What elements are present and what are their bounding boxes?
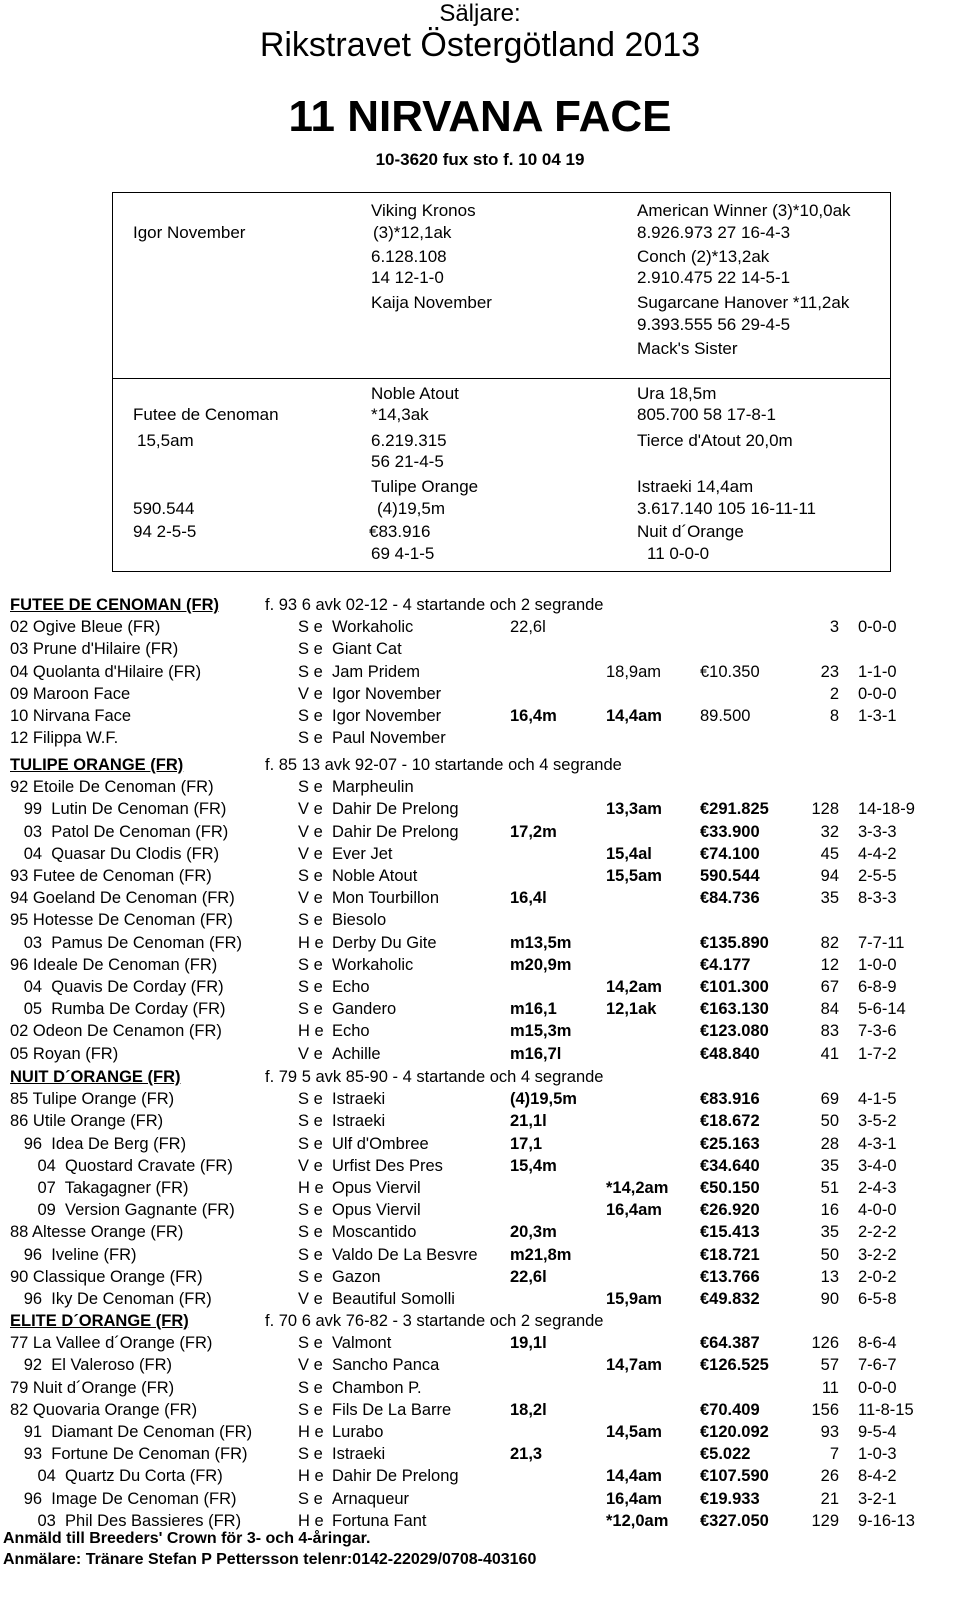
offspring-sex: S e bbox=[298, 911, 323, 930]
section-title: FUTEE DE CENOMAN (FR) bbox=[10, 596, 219, 614]
offspring-sex: S e bbox=[298, 1090, 323, 1109]
offspring-sire: Istraeki bbox=[332, 1090, 386, 1109]
pedigree-sdd: Mack's Sister bbox=[637, 339, 738, 358]
offspring-sire: Fils De La Barre bbox=[332, 1400, 452, 1419]
offspring-earnings: €13.766 bbox=[700, 1267, 760, 1286]
offspring-sex: S e bbox=[298, 662, 323, 681]
offspring-sire: Opus Viervil bbox=[332, 1179, 421, 1197]
offspring-sire: Mon Tourbillon bbox=[332, 889, 440, 908]
offspring-starts: 35 bbox=[820, 889, 839, 908]
pedigree-sds-stats: 9.393.555 56 29-4-5 bbox=[637, 315, 791, 334]
offspring-placings: 1-0-0 bbox=[858, 955, 897, 974]
pedigree-dam-earnings: 590.544 bbox=[133, 499, 195, 518]
section-title: TULIPE ORANGE (FR) bbox=[10, 756, 184, 774]
offspring-sire: Workaholic bbox=[332, 618, 414, 637]
offspring-placings: 2-2-2 bbox=[858, 1223, 897, 1242]
offspring-record: 18,2l bbox=[510, 1400, 547, 1419]
offspring-starts: 45 bbox=[820, 844, 839, 863]
section-summary: f. 85 13 avk 92-07 - 10 startande och 4 segrande bbox=[265, 756, 622, 774]
offspring-record: 22,6l bbox=[510, 1267, 547, 1286]
offspring-sex: S e bbox=[298, 867, 323, 885]
offspring-earnings: €64.387 bbox=[700, 1334, 760, 1353]
offspring-sex: S e bbox=[298, 1201, 323, 1220]
offspring-sex: S e bbox=[298, 618, 323, 637]
pedigree-ssd: Conch (2)*13,2ak bbox=[637, 247, 770, 266]
offspring-record: m21,8m bbox=[510, 1245, 572, 1264]
offspring-sex: H e bbox=[298, 1423, 324, 1441]
offspring-placings: 7-6-7 bbox=[858, 1356, 897, 1375]
offspring-name: 82 Quovaria Orange (FR) bbox=[10, 1400, 198, 1419]
offspring-name: 04 Quavis De Corday (FR) bbox=[10, 978, 224, 996]
offspring-starts: 51 bbox=[820, 1179, 839, 1197]
pedigree-ss-starts: 14 12-1-0 bbox=[371, 268, 444, 287]
offspring-starts: 35 bbox=[820, 1223, 839, 1242]
pedigree-table bbox=[112, 192, 891, 572]
offspring-sex: S e bbox=[298, 1445, 323, 1464]
offspring-earnings: 89.500 bbox=[700, 707, 751, 725]
offspring-starts: 50 bbox=[820, 1112, 839, 1131]
offspring-sex: S e bbox=[298, 978, 323, 996]
offspring-placings: 1-3-1 bbox=[858, 707, 897, 725]
offspring-name: 04 Quostard Cravate (FR) bbox=[10, 1156, 233, 1175]
offspring-sex: S e bbox=[298, 729, 323, 748]
offspring-record: 17,1 bbox=[510, 1134, 543, 1153]
pedigree-ddd-stats: 11 0-0-0 bbox=[647, 544, 710, 563]
offspring-sex: H e bbox=[298, 1179, 324, 1197]
offspring-sire: Jam Pridem bbox=[332, 662, 421, 681]
offspring-earnings: €84.736 bbox=[700, 889, 760, 908]
offspring-placings: 7-3-6 bbox=[858, 1022, 897, 1041]
offspring-sex: S e bbox=[298, 778, 323, 797]
event-title: Rikstravet Östergötland 2013 bbox=[259, 26, 701, 64]
offspring-placings: 0-0-0 bbox=[858, 618, 897, 637]
offspring-starts: 28 bbox=[820, 1134, 839, 1153]
section-summary: f. 70 6 avk 76-82 - 3 startande och 2 segrande bbox=[265, 1312, 604, 1330]
offspring-sex: V e bbox=[298, 1044, 323, 1063]
offspring-name: 90 Classique Orange (FR) bbox=[10, 1267, 203, 1286]
offspring-sire: Urfist Des Pres bbox=[332, 1156, 443, 1175]
offspring-placings: 1-1-0 bbox=[858, 662, 897, 681]
offspring-starts: 3 bbox=[829, 618, 839, 637]
section-title: ELITE D´ORANGE (FR) bbox=[10, 1312, 189, 1330]
offspring-name: 04 Quasar Du Clodis (FR) bbox=[10, 844, 220, 863]
offspring-sire: Biesolo bbox=[332, 911, 387, 930]
offspring-record: 19,1l bbox=[510, 1334, 547, 1353]
offspring-sex: V e bbox=[298, 684, 323, 703]
offspring-earnings: €34.640 bbox=[700, 1156, 760, 1175]
offspring-record-auto: 15,9am bbox=[606, 1290, 662, 1308]
offspring-record-auto: 12,1ak bbox=[606, 1000, 657, 1019]
offspring-name: 77 La Vallee d´Orange (FR) bbox=[10, 1334, 213, 1353]
offspring-starts: 26 bbox=[820, 1467, 839, 1486]
offspring-record: (4)19,5m bbox=[510, 1090, 577, 1109]
offspring-starts: 83 bbox=[820, 1022, 839, 1041]
offspring-record: 21,3 bbox=[510, 1445, 543, 1464]
offspring-record: m16,1 bbox=[510, 1000, 557, 1019]
offspring-placings: 5-6-14 bbox=[858, 1000, 906, 1019]
offspring-earnings: €291.825 bbox=[700, 800, 769, 819]
offspring-sire: Beautiful Somolli bbox=[332, 1290, 455, 1308]
offspring-sire: Noble Atout bbox=[332, 867, 418, 885]
footer-breeders-crown: Anmäld till Breeders' Crown för 3- och 4-åringar. bbox=[3, 1530, 371, 1547]
offspring-earnings: €18.672 bbox=[700, 1112, 760, 1131]
offspring-record-auto: *14,2am bbox=[606, 1179, 669, 1197]
offspring-name: 91 Diamant De Cenoman (FR) bbox=[10, 1423, 253, 1441]
offspring-name: 05 Royan (FR) bbox=[10, 1044, 119, 1063]
offspring-sire: Fortuna Fant bbox=[332, 1511, 427, 1530]
offspring-name: 96 Iveline (FR) bbox=[10, 1245, 137, 1264]
offspring-starts: 2 bbox=[829, 684, 839, 703]
offspring-placings: 4-1-5 bbox=[858, 1090, 897, 1109]
offspring-name: 96 Iky De Cenoman (FR) bbox=[10, 1290, 212, 1308]
offspring-record-auto: 15,4al bbox=[606, 844, 652, 863]
offspring-sex: V e bbox=[298, 1290, 323, 1308]
offspring-placings: 8-6-4 bbox=[858, 1334, 897, 1353]
offspring-sex: H e bbox=[298, 1022, 324, 1041]
offspring-starts: 128 bbox=[811, 800, 839, 819]
offspring-name: 02 Ogive Bleue (FR) bbox=[10, 618, 161, 637]
offspring-sex: S e bbox=[298, 1112, 323, 1131]
offspring-sire: Opus Viervil bbox=[332, 1201, 421, 1220]
offspring-name: 85 Tulipe Orange (FR) bbox=[10, 1090, 175, 1109]
section-header bbox=[10, 756, 622, 775]
offspring-sire: Arnaqueur bbox=[332, 1489, 410, 1508]
pedigree-sire: Igor November bbox=[133, 223, 246, 242]
offspring-starts: 90 bbox=[820, 1290, 839, 1308]
offspring-record-auto: 15,5am bbox=[606, 867, 662, 885]
offspring-starts: 8 bbox=[829, 707, 839, 725]
pedigree-dds: Istraeki 14,4am bbox=[637, 477, 754, 496]
offspring-placings: 9-16-13 bbox=[858, 1511, 915, 1530]
offspring-sex: S e bbox=[298, 1400, 323, 1419]
pedigree-ddd: Nuit d´Orange bbox=[637, 522, 744, 541]
offspring-sex: H e bbox=[298, 1511, 324, 1530]
offspring-sire: Moscantido bbox=[332, 1223, 417, 1242]
offspring-sire: Chambon P. bbox=[332, 1378, 422, 1397]
offspring-name: 94 Goeland De Cenoman (FR) bbox=[10, 889, 235, 908]
offspring-name: 92 Etoile De Cenoman (FR) bbox=[10, 778, 214, 797]
offspring-sex: S e bbox=[298, 1489, 323, 1508]
pedigree-sds: Sugarcane Hanover *11,2ak bbox=[637, 293, 850, 312]
offspring-starts: 82 bbox=[820, 933, 839, 952]
offspring-record-auto: 16,4am bbox=[606, 1489, 662, 1508]
offspring-placings: 3-5-2 bbox=[858, 1112, 897, 1131]
section-header bbox=[10, 1068, 604, 1087]
offspring-starts: 84 bbox=[820, 1000, 839, 1019]
section-summary: f. 93 6 avk 02-12 - 4 startande och 2 segrande bbox=[265, 596, 604, 614]
offspring-starts: 94 bbox=[820, 867, 839, 885]
offspring-name: 96 Ideale De Cenoman (FR) bbox=[10, 955, 218, 974]
pedigree-dam-record: 15,5am bbox=[137, 431, 194, 450]
pedigree-dd-starts: 69 4-1-5 bbox=[371, 544, 435, 563]
offspring-starts: 11 bbox=[821, 1378, 839, 1397]
offspring-sex: S e bbox=[298, 707, 323, 725]
offspring-earnings: €4.177 bbox=[700, 955, 751, 974]
offspring-sire: Valdo De La Besvre bbox=[332, 1245, 478, 1264]
offspring-earnings: €123.080 bbox=[700, 1022, 769, 1041]
offspring-sire: Ulf d'Ombree bbox=[332, 1134, 429, 1153]
pedigree-ds-starts: 56 21-4-5 bbox=[371, 452, 444, 471]
offspring-name: 99 Lutin De Cenoman (FR) bbox=[10, 800, 227, 819]
offspring-earnings: €33.900 bbox=[700, 822, 760, 841]
offspring-earnings: €50.150 bbox=[700, 1179, 760, 1197]
offspring-starts: 156 bbox=[811, 1400, 839, 1419]
offspring-record: 20,3m bbox=[510, 1223, 557, 1242]
offspring-starts: 12 bbox=[820, 955, 839, 974]
offspring-placings: 3-3-3 bbox=[858, 822, 897, 841]
offspring-record-auto: 14,2am bbox=[606, 978, 662, 996]
offspring-earnings: €163.130 bbox=[700, 1000, 769, 1019]
offspring-placings: 4-3-1 bbox=[858, 1134, 897, 1153]
offspring-sex: S e bbox=[298, 1245, 323, 1264]
offspring-record-auto: 14,5am bbox=[606, 1423, 662, 1441]
offspring-earnings: 590.544 bbox=[700, 867, 760, 885]
section-header bbox=[10, 1312, 604, 1331]
offspring-record: 22,6l bbox=[510, 618, 546, 637]
offspring-earnings: €48.840 bbox=[700, 1044, 760, 1063]
offspring-record: 21,1l bbox=[510, 1112, 547, 1131]
offspring-starts: 50 bbox=[820, 1245, 839, 1264]
offspring-placings: 4-4-2 bbox=[858, 844, 897, 863]
offspring-sex: H e bbox=[298, 933, 324, 952]
offspring-earnings: €26.920 bbox=[700, 1201, 760, 1220]
seller-label: Säljare: bbox=[439, 0, 521, 27]
offspring-sire: Lurabo bbox=[332, 1423, 384, 1441]
offspring-sire: Igor November bbox=[332, 684, 442, 703]
offspring-sex: H e bbox=[298, 1467, 324, 1486]
offspring-earnings: €25.163 bbox=[700, 1134, 760, 1153]
offspring-sire: Dahir De Prelong bbox=[332, 1467, 459, 1486]
offspring-sire: Paul November bbox=[332, 729, 446, 748]
offspring-earnings: €18.721 bbox=[700, 1245, 760, 1264]
offspring-name: 09 Maroon Face bbox=[10, 684, 131, 703]
offspring-placings: 2-4-3 bbox=[858, 1179, 897, 1197]
offspring-sex: V e bbox=[298, 1356, 323, 1375]
horse-info: 10-3620 fux sto f. 10 04 19 bbox=[375, 150, 585, 169]
offspring-sire: Dahir De Prelong bbox=[332, 800, 459, 819]
offspring-earnings: €19.933 bbox=[700, 1489, 760, 1508]
offspring-sire: Gandero bbox=[332, 1000, 397, 1019]
offspring-placings: 0-0-0 bbox=[858, 1378, 897, 1397]
offspring-name: 03 Pamus De Cenoman (FR) bbox=[10, 933, 242, 952]
section-title: NUIT D´ORANGE (FR) bbox=[10, 1068, 181, 1086]
offspring-starts: 41 bbox=[820, 1044, 839, 1063]
pedigree-sss-stats: 8.926.973 27 16-4-3 bbox=[637, 223, 791, 242]
offspring-earnings: €126.525 bbox=[700, 1356, 769, 1375]
offspring-earnings: €70.409 bbox=[700, 1400, 760, 1419]
pedigree-sd: Kaija November bbox=[371, 293, 492, 312]
offspring-starts: 69 bbox=[820, 1090, 839, 1109]
offspring-sire: Derby Du Gite bbox=[332, 933, 437, 952]
offspring-name: 92 El Valeroso (FR) bbox=[10, 1356, 172, 1375]
offspring-sire: Valmont bbox=[332, 1334, 392, 1353]
pedigree-ds: Noble Atout bbox=[371, 384, 459, 403]
offspring-record: m20,9m bbox=[510, 955, 572, 974]
offspring-sire: Igor November bbox=[332, 707, 442, 725]
offspring-sex: V e bbox=[298, 889, 323, 908]
offspring-starts: 57 bbox=[820, 1356, 839, 1375]
offspring-name: 02 Odeon De Cenamon (FR) bbox=[10, 1022, 222, 1041]
pedigree-ds-record: *14,3ak bbox=[371, 405, 429, 424]
offspring-placings: 0-0-0 bbox=[858, 684, 897, 703]
offspring-record-auto: 13,3am bbox=[606, 800, 662, 819]
offspring-earnings: €74.100 bbox=[700, 844, 760, 863]
pedigree-dd-record: (4)19,5m bbox=[377, 499, 446, 518]
offspring-starts: 126 bbox=[811, 1334, 839, 1353]
offspring-sex: V e bbox=[298, 1156, 323, 1175]
offspring-earnings: €83.916 bbox=[700, 1090, 760, 1109]
offspring-name: 03 Patol De Cenoman (FR) bbox=[10, 822, 229, 841]
offspring-sire: Dahir De Prelong bbox=[332, 822, 459, 841]
offspring-placings: 8-3-3 bbox=[858, 889, 897, 908]
offspring-sex: V e bbox=[298, 800, 323, 819]
offspring-name: 05 Rumba De Corday (FR) bbox=[10, 1000, 226, 1019]
offspring-earnings: €49.832 bbox=[700, 1290, 760, 1308]
offspring-record: m13,5m bbox=[510, 933, 572, 952]
pedigree-ss-earnings: 6.128.108 bbox=[371, 247, 447, 266]
offspring-sex: S e bbox=[298, 1267, 323, 1286]
offspring-earnings: €107.590 bbox=[700, 1467, 769, 1486]
offspring-placings: 1-0-3 bbox=[858, 1445, 897, 1464]
offspring-record-auto: 14,7am bbox=[606, 1356, 662, 1375]
offspring-starts: 129 bbox=[811, 1511, 839, 1530]
offspring-sire: Marpheulin bbox=[332, 778, 414, 797]
pedigree-dd: Tulipe Orange bbox=[371, 477, 479, 496]
offspring-placings: 9-5-4 bbox=[858, 1423, 897, 1441]
offspring-name: 10 Nirvana Face bbox=[10, 707, 132, 725]
pedigree-ss: Viking Kronos bbox=[371, 201, 476, 220]
offspring-name: 03 Phil Des Bassieres (FR) bbox=[10, 1511, 242, 1530]
offspring-sire: Sancho Panca bbox=[332, 1356, 440, 1375]
offspring-name: 07 Takagagner (FR) bbox=[10, 1179, 189, 1197]
offspring-name: 93 Futee de Cenoman (FR) bbox=[10, 867, 212, 885]
offspring-starts: 35 bbox=[820, 1156, 839, 1175]
offspring-sire: Echo bbox=[332, 1022, 370, 1041]
offspring-sex: S e bbox=[298, 1378, 323, 1397]
offspring-placings: 3-4-0 bbox=[858, 1156, 897, 1175]
offspring-record-auto: 14,4am bbox=[606, 1467, 662, 1486]
footer-entrant: Anmälare: Tränare Stefan P Pettersson telenr:0142-22029/0708-403160 bbox=[3, 1551, 537, 1568]
offspring-sire: Istraeki bbox=[332, 1112, 386, 1131]
offspring-name: 96 Idea De Berg (FR) bbox=[10, 1134, 187, 1153]
offspring-record: m16,7l bbox=[510, 1044, 562, 1063]
offspring-earnings: €135.890 bbox=[700, 933, 769, 952]
offspring-placings: 4-0-0 bbox=[858, 1201, 897, 1220]
pedigree-ss-record: (3)*12,1ak bbox=[373, 223, 452, 242]
offspring-sire: Achille bbox=[332, 1044, 381, 1063]
offspring-starts: 7 bbox=[829, 1445, 839, 1464]
offspring-placings: 6-8-9 bbox=[858, 978, 897, 996]
offspring-sire: Ever Jet bbox=[332, 844, 393, 863]
pedigree-dam-starts: 94 2-5-5 bbox=[133, 522, 197, 541]
offspring-record-auto: *12,0am bbox=[606, 1511, 669, 1530]
offspring-record-auto: 16,4am bbox=[606, 1201, 662, 1220]
offspring-record: m15,3m bbox=[510, 1022, 572, 1041]
offspring-name: 88 Altesse Orange (FR) bbox=[10, 1223, 184, 1242]
offspring-earnings: €15.413 bbox=[700, 1223, 760, 1242]
offspring-sire: Giant Cat bbox=[332, 640, 402, 659]
pedigree-dds-stats: 3.617.140 105 16-11-11 bbox=[637, 499, 816, 518]
pedigree-ds-earnings: 6.219.315 bbox=[371, 431, 447, 450]
section-summary: f. 79 5 avk 85-90 - 4 startande och 4 segrande bbox=[265, 1068, 604, 1086]
offspring-earnings: €120.092 bbox=[700, 1423, 769, 1441]
pedigree-dsd: Tierce d'Atout 20,0m bbox=[637, 431, 793, 450]
offspring-name: 12 Filippa W.F. bbox=[10, 729, 119, 748]
offspring-starts: 16 bbox=[820, 1201, 839, 1220]
offspring-name: 93 Fortune De Cenoman (FR) bbox=[10, 1445, 248, 1464]
offspring-earnings: €101.300 bbox=[700, 978, 769, 996]
offspring-sex: S e bbox=[298, 955, 323, 974]
offspring-record: 16,4l bbox=[510, 889, 547, 908]
offspring-name: 09 Version Gagnante (FR) bbox=[10, 1201, 235, 1220]
offspring-name: 03 Prune d'Hilaire (FR) bbox=[10, 640, 179, 659]
offspring-sex: V e bbox=[298, 844, 323, 863]
offspring-placings: 6-5-8 bbox=[858, 1290, 897, 1308]
offspring-placings: 3-2-1 bbox=[858, 1489, 897, 1508]
pedigree-dss: Ura 18,5m bbox=[637, 384, 717, 403]
offspring-name: 04 Quartz Du Corta (FR) bbox=[10, 1467, 223, 1486]
offspring-record-auto: 18,9am bbox=[606, 662, 662, 681]
offspring-name: 96 Image De Cenoman (FR) bbox=[10, 1489, 237, 1508]
pedigree-dd-earnings: €83.916 bbox=[369, 522, 431, 541]
offspring-placings: 1-7-2 bbox=[858, 1044, 897, 1063]
offspring-sire: Echo bbox=[332, 978, 370, 996]
offspring-sex: S e bbox=[298, 1000, 323, 1019]
offspring-sex: S e bbox=[298, 1134, 323, 1153]
offspring-sex: S e bbox=[298, 1223, 323, 1242]
pedigree-sss: American Winner (3)*10,0ak bbox=[637, 201, 851, 220]
offspring-placings: 8-4-2 bbox=[858, 1467, 897, 1486]
section-header bbox=[10, 596, 604, 615]
offspring-sex: S e bbox=[298, 1334, 323, 1353]
pedigree-divider bbox=[113, 378, 890, 379]
offspring-name: 95 Hotesse De Cenoman (FR) bbox=[10, 911, 233, 930]
offspring-placings: 11-8-15 bbox=[858, 1400, 914, 1419]
offspring-record: 15,4m bbox=[510, 1156, 557, 1175]
offspring-starts: 21 bbox=[820, 1489, 839, 1508]
pedigree-dss-stats: 805.700 58 17-8-1 bbox=[637, 405, 776, 424]
offspring-record: 16,4m bbox=[510, 707, 557, 725]
offspring-name: 79 Nuit d´Orange (FR) bbox=[10, 1378, 175, 1397]
offspring-sex: S e bbox=[298, 640, 323, 659]
offspring-starts: 13 bbox=[820, 1267, 839, 1286]
offspring-sex: V e bbox=[298, 822, 323, 841]
offspring-placings: 14-18-9 bbox=[858, 800, 915, 819]
pedigree-dam: Futee de Cenoman bbox=[133, 405, 279, 424]
offspring-earnings: €327.050 bbox=[700, 1511, 769, 1530]
offspring-starts: 67 bbox=[820, 978, 839, 996]
offspring-starts: 93 bbox=[820, 1423, 839, 1441]
offspring-sire: Istraeki bbox=[332, 1445, 386, 1464]
offspring-starts: 32 bbox=[820, 822, 839, 841]
offspring-sire: Workaholic bbox=[332, 955, 414, 974]
offspring-name: 86 Utile Orange (FR) bbox=[10, 1112, 164, 1131]
offspring-placings: 7-7-11 bbox=[858, 933, 905, 952]
offspring-record: 17,2m bbox=[510, 822, 557, 841]
offspring-sire: Gazon bbox=[332, 1267, 381, 1286]
offspring-name: 04 Quolanta d'Hilaire (FR) bbox=[10, 662, 202, 681]
pedigree-ssd-stats: 2.910.475 22 14-5-1 bbox=[637, 268, 791, 287]
offspring-placings: 2-0-2 bbox=[858, 1267, 897, 1286]
offspring-record-auto: 14,4am bbox=[606, 707, 662, 725]
offspring-placings: 3-2-2 bbox=[858, 1245, 897, 1264]
offspring-earnings: €5.022 bbox=[700, 1445, 751, 1464]
offspring-earnings: €10.350 bbox=[700, 662, 760, 681]
offspring-starts: 23 bbox=[820, 662, 839, 681]
horse-title: 11 NIRVANA FACE bbox=[288, 92, 672, 141]
offspring-placings: 2-5-5 bbox=[858, 867, 897, 885]
